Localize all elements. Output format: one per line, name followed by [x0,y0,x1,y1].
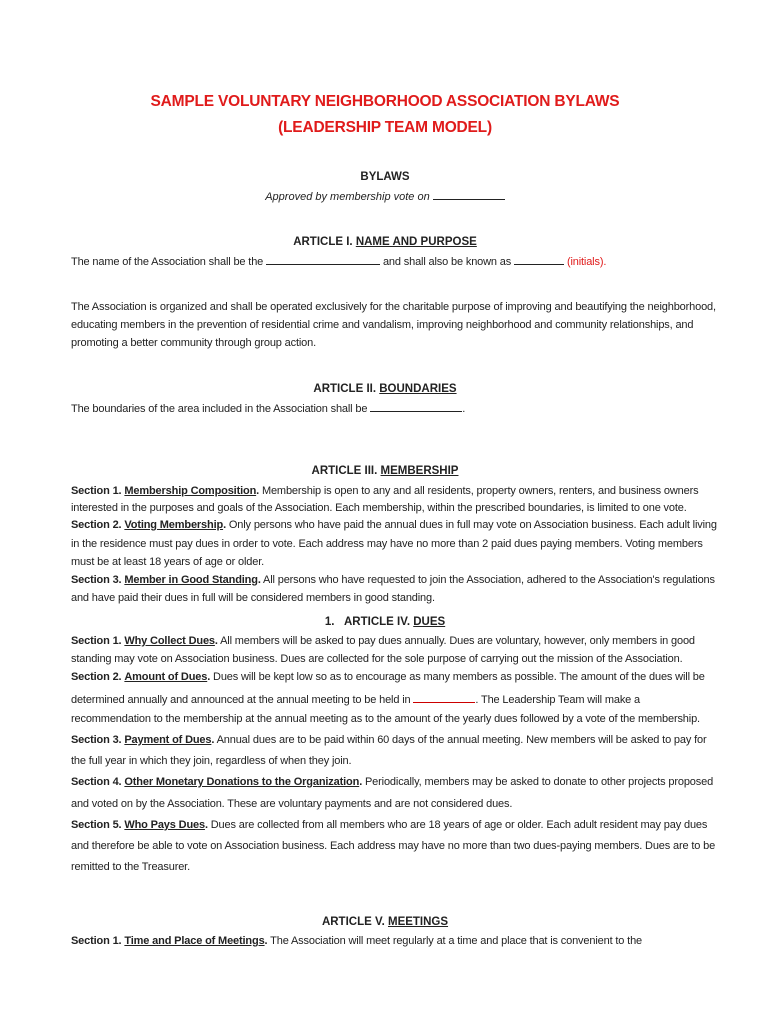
article-3-heading [0,465,770,477]
dues-section-5-line-2: and therefore be able to vote on Association business. Each address may have no more than two dues-paying members. Dues are to be [71,840,716,852]
section-title: Time and Place of Meetings [124,935,265,947]
article-2-heading [0,383,770,395]
section-text: Only persons who have paid the annual dues in full may vote on Association business. Each adult living [228,519,717,531]
dues-section-1-line-2: standing may vote on Association business. Dues are collected for the sole purpose of carrying out the mission of the Association. [71,653,683,665]
name-text-a: The name of the Association shall be the [71,256,264,268]
membership-section-1-line-2: interested in the purposes and goals of the Association. Each membership, within the prescribed boundaries, is limited to one vote. [71,502,687,514]
section-title: Who Pays Dues [124,819,205,831]
membership-section-3: Section 3. Member in Good Standing. All persons who have requested to join the Association, adhered to the Association's regulations [71,574,715,586]
article-5-title: MEETINGS [387,916,449,928]
annual-meeting-blank[interactable] [413,692,475,703]
name-text-b: and shall also be known as [382,256,512,268]
section-title: Voting Membership [124,519,224,531]
initials-blank[interactable] [514,254,564,265]
section-label: Section 3. [71,574,122,586]
dues-section-5-line-3: remitted to the Treasurer. [71,861,190,873]
dues-section-3-line-2: the full year in which they join, regardless of when they join. [71,755,352,767]
section-label: Section 2. [71,671,122,683]
section-title: Payment of Dues [124,734,212,746]
membership-section-2-line-2: in the residence must pay dues in order to vote. Each address may have no more than 2 paid dues paying members. Voting members [71,538,703,550]
section-text: Periodically, members may be asked to donate to other projects proposed [365,776,714,788]
meetings-section-1: Section 1. Time and Place of Meetings. The Association will meet regularly at a time and place that is convenient to the [71,935,643,947]
dues-section-5: Section 5. Who Pays Dues. Dues are collected from all members who are 18 years of age or older. Each adult resident may pay dues [71,819,708,831]
section-text: Dues will be kept low so as to encourage as many members as possible. The amount of the dues will be [213,671,705,683]
section-label: Section 2. [71,519,122,531]
section-title: Amount of Dues [124,671,208,683]
section-title: Membership Composition [124,485,257,497]
section-text: Annual dues are to be paid within 60 days of the annual meeting. New members will be asked to pay for [216,734,707,746]
section-label: Section 5. [71,819,122,831]
dues-section-2-line-2 [71,692,711,706]
approved-date-blank[interactable] [433,189,505,200]
boundaries-text: The boundaries of the area included in the Association shall be [71,403,368,415]
membership-section-2: Section 2. Voting Membership. Only persons who have paid the annual dues in full may vote on Association business. Each adult living [71,519,717,531]
article-5-heading [0,916,770,928]
purpose-line-1: The Association is organized and shall be operated exclusively for the charitable purpose of improving and beautifying the neighborhood, [71,301,716,313]
purpose-line-3: promoting a better community through group action. [71,337,317,349]
approved-line [0,189,770,203]
list-number: 1. [324,616,335,628]
initials-label: (initials). [566,256,607,268]
dues-section-2-line-3: recommendation to the membership at the annual meeting as to the amount of the yearly dues followed by a vote of the membership. [71,713,700,725]
article-1-prefix: ARTICLE I. [293,236,353,248]
dues-section-3: Section 3. Payment of Dues. Annual dues are to be paid within 60 days of the annual meeting. New members will be asked to pay for [71,734,707,746]
dues-section-4: Section 4. Other Monetary Donations to the Organization. Periodically, members may be asked to donate to other projects proposed [71,776,714,788]
article-1-heading [0,236,770,248]
article-4-title: DUES [413,616,446,628]
dues-section-4-line-2: and voted on by the Association. These are voluntary payments and are not considered dues. [71,798,513,810]
section-text: All members will be asked to pay dues annually. Dues are voluntary, however, only members in good [220,635,695,647]
section-text: determined annually and announced at the annual meeting to be held in [71,694,411,706]
article-5-prefix: ARTICLE V. [321,916,385,928]
boundaries-line: The boundaries of the area included in the Association shall be . [71,403,466,415]
section-title: Other Monetary Donations to the Organization [124,776,360,788]
section-text: All persons who have requested to join the Association, adhered to the Association's regulations [263,574,715,586]
article-2-prefix: ARTICLE II. [313,383,377,395]
section-text: The Association will meet regularly at a time and place that is convenient to the [270,935,643,947]
article-1-title: NAME AND PURPOSE [355,236,477,248]
article-1-name-line [71,254,711,268]
section-text: Membership is open to any and all residents, property owners, renters, and business owners [261,485,699,497]
section-label: Section 1. [71,485,122,497]
section-text: . The Leadership Team will make a [475,694,641,706]
boundaries-blank[interactable] [370,401,462,412]
section-title: Why Collect Dues [124,635,215,647]
association-name-blank[interactable] [266,254,380,265]
section-label: Section 1. [71,935,122,947]
article-3-title: MEMBERSHIP [380,465,459,477]
document-subtitle: (LEADERSHIP TEAM MODEL) [278,119,492,136]
section-label: Section 3. [71,734,122,746]
dues-section-2: Section 2. Amount of Dues. Dues will be kept low so as to encourage as many members as possible. The amount of the dues will be [71,671,705,683]
purpose-line-2: educating members in the prevention of residential crime and vandalism, improving neighborhood and community relationships, and [71,319,694,331]
approved-text: Approved by membership vote on [265,191,430,203]
dues-section-1: Section 1. Why Collect Dues. All members will be asked to pay dues annually. Dues are voluntary, however, only members in good [71,635,695,647]
section-label: Section 1. [71,635,122,647]
article-4-prefix: ARTICLE IV. [344,616,411,628]
membership-section-3-line-2: and have paid their dues in full will be considered members in good standing. [71,592,435,604]
membership-section-2-line-3: must be at least 18 years of age or older. [71,556,265,568]
membership-section-1: Section 1. Membership Composition. Membership is open to any and all residents, property owners, renters, and business owners [71,485,699,497]
article-3-prefix: ARTICLE III. [311,465,378,477]
article-2-title: BOUNDARIES [379,383,457,395]
article-4-heading [0,616,770,628]
section-text: Dues are collected from all members who are 18 years of age or older. Each adult resident may pay dues [210,819,708,831]
bylaws-heading: BYLAWS [360,171,410,183]
document-title: SAMPLE VOLUNTARY NEIGHBORHOOD ASSOCIATION BYLAWS [150,93,620,110]
section-label: Section 4. [71,776,122,788]
section-title: Member in Good Standing [124,574,258,586]
